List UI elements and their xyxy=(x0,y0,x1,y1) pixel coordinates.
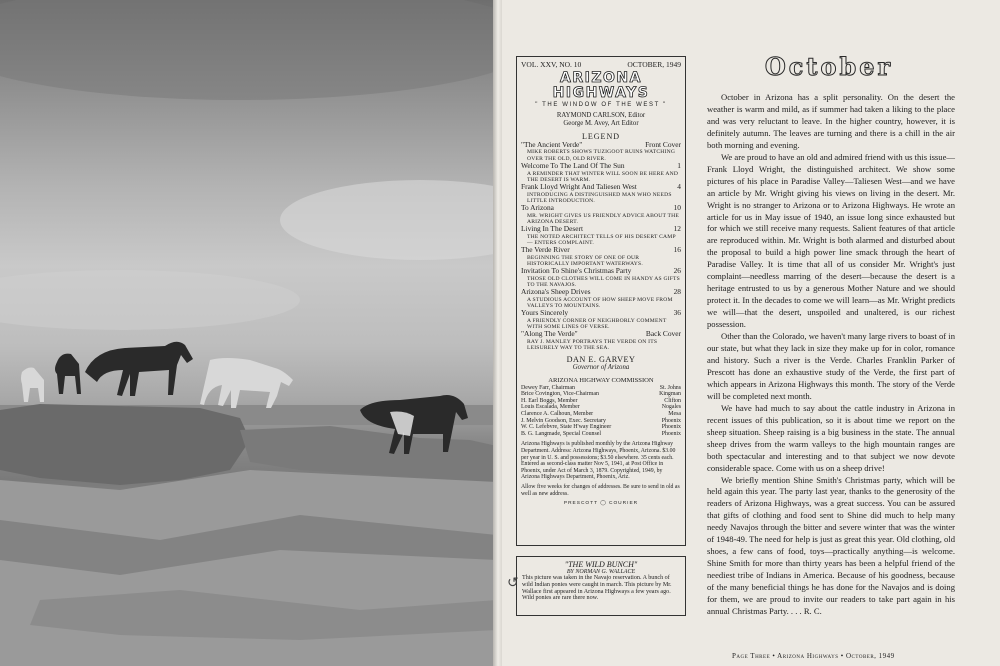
cover-caption-byline: BY NORMAN G. WALLACE xyxy=(566,569,636,575)
article-paragraph: Other than the Colorado, we haven't many large rivers to boast of in our state, but what they lack in size they make up for in color, romance and history. Such a river is the Verde. Charles Franklin Parker of Prescott has done an exhaustive study of the Verde, the first part of which appears in Arizona Highways this month. The story of the Verde will be completed next month. xyxy=(707,331,955,401)
commission-member xyxy=(521,398,681,405)
cover-caption-text: This picture was taken in the Navajo reservation. A bunch of wild Indian ponies were caught in march. This picture by Mr. Wallace first appeared in Arizona Highways a few years ago. Wild ponies are rare there now. xyxy=(522,575,672,602)
printer-credit: PRESCOTT ◯ COURIER xyxy=(563,501,639,507)
toc-entry xyxy=(521,204,681,212)
table-of-contents xyxy=(521,141,681,351)
cover-photograph xyxy=(0,0,497,666)
toc-page: 10 xyxy=(673,203,681,213)
governor-name: DAN E. GARVEY xyxy=(566,355,636,365)
toc-page: Back Cover xyxy=(645,329,681,339)
commission-member xyxy=(521,404,681,411)
page-footer: Page Three • Arizona Highways • October, 1949 xyxy=(732,652,895,660)
commission-list xyxy=(521,385,681,438)
address-note: Allow five weeks for changes of addresses. Be sure to send in old as well as new address. xyxy=(521,483,680,497)
member-name: Louis Escalada, Member xyxy=(521,404,580,411)
toc-page: 16 xyxy=(673,245,681,255)
magazine-title: ARIZONA HIGHWAYS xyxy=(552,70,650,102)
toc-description: BEGINNING THE STORY OF ONE OF OUR HISTORICALLY IMPORTANT WATERWAYS. xyxy=(527,254,643,267)
member-name: Clarence A. Calhoun, Member xyxy=(521,411,594,417)
commission-member xyxy=(521,424,681,431)
toc-title: Invitation To Shine's Christmas Party xyxy=(521,266,632,276)
editors xyxy=(521,112,681,128)
legend-heading: LEGEND xyxy=(582,132,620,142)
member-name: Dewey Farr, Chairman xyxy=(521,384,575,391)
toc-description: A FRIENDLY CORNER OF NEIGHBORLY COMMENT WITH SOME LINES OF VERSE. xyxy=(527,317,667,331)
member-place: Phoenix xyxy=(661,424,681,431)
toc-description: MIKE ROBERTS SHOWS TUZIGOOT RUINS WATCHING OVER THE OLD, OLD RIVER. xyxy=(527,149,676,162)
commission-member xyxy=(521,431,681,438)
toc-title: Living In The Desert xyxy=(521,224,584,234)
member-name: H. Earl Boggs, Member xyxy=(521,397,578,404)
printer-logo-icon: ◯ xyxy=(600,501,607,507)
cover-caption-title: "THE WILD BUNCH" xyxy=(564,560,638,569)
publication-note: Arizona Highways is published monthly by the Arizona Highway Department. Address: Arizona Highways, Phoenix, Arizona. $3.00 per year in U. S. and possessions; $3.50 elsewhere. 35 cents each. Entered as second-class matter Nov 5, 1941, at Post Office in Phoenix, under Act of March 3, 1879. Copyrighted, 1949, by Arizona Highways Department, Phoenix, Ariz. xyxy=(521,441,676,481)
member-place: Nogales xyxy=(661,404,681,411)
magazine-tagline: " THE WINDOW OF THE WEST " xyxy=(535,102,667,109)
toc-title: Welcome To The Land Of The Sun xyxy=(521,161,625,171)
commission-member xyxy=(521,411,681,418)
commission-member xyxy=(521,385,681,392)
commission-heading: ARIZONA HIGHWAY COMMISSION xyxy=(548,376,654,384)
issue-line xyxy=(521,61,681,69)
member-place: St. Johns xyxy=(659,384,681,391)
toc-entry xyxy=(521,225,681,233)
toc-entry xyxy=(521,141,681,149)
member-place: Phoenix xyxy=(661,430,681,437)
pointer-arrow-icon: ↺ xyxy=(507,575,519,591)
article-heading: October xyxy=(764,52,894,81)
toc-page: 36 xyxy=(673,308,681,318)
toc-entry xyxy=(521,267,681,275)
article-body xyxy=(707,92,955,618)
toc-entry xyxy=(521,288,681,296)
cover-caption-box xyxy=(516,556,686,616)
toc-description: MR. WRIGHT GIVES US FRIENDLY ADVICE ABOUT THE ARIZONA DESERT. xyxy=(527,212,680,225)
commission-member xyxy=(521,391,681,398)
toc-entry xyxy=(521,183,681,191)
toc-title: The Verde River xyxy=(521,245,570,255)
toc-title: Arizona's Sheep Drives xyxy=(521,287,591,297)
article-paragraph: We briefly mention Shine Smith's Christmas party, which will be held again this year. The party last year, thanks to the generosity of the readers of Arizona Highways, was a great success. You can be assured that gifts of clothing and food sent to Shine did much to help many needy Navajos through the bitter and severe winter that was the winter of 1948-49. The need for help is just as great this year. Old clothing, old shoes, a few cans of food, toys—practically anything—is welcome. Shine Smith for more than thirty years has been a helpful friend of the neediest tribe of Indians in America. Because of his goodness, because of the many beneficial things he has done for the Navajos and is doing for them, we are proud to invite our readers to take part again in his annual Christmas Party. . . . R. C. xyxy=(707,474,955,616)
toc-title: Frank Lloyd Wright And Taliesen West xyxy=(521,182,637,192)
article-paragraph: October in Arizona has a split personality. On the desert the weather is warm and mild, as if summer had taken a liking to the place and was very reluctant to leave. In the higher country, however, it is definitely autumn. The leaves are turning and there is a chill in the air both morning and evening. xyxy=(707,92,955,150)
member-name: J. Melvin Goodson, Exec. Secretary xyxy=(521,417,606,424)
article-paragraph: We are proud to have an old and admired friend with us this issue—Frank Lloyd Wright, the distinguished architect. We show some pictures of his place in Paradise Valley—Taliesen West—and we have an article by Mr. Wright giving his views on living in the desert. Mr. Wright is no stranger to Arizona or to Arizona Highways. He wrote an article for us in May issue of 1940, an issue long since exhausted but for which we still receive many requests. Salient features of that article are reproduced within. Mr. Wright is both alarmed and disturbed about the proposal to build a high power line smack through the heart of Paradise Valley. It is time that all of us consider Mr. Wright's just complaint—needless marring of the desert—because the desert is a heritage entrusted to us by a generous Mother Nature and we should protect it. In the decades to come we will learn—as Mr. Wright predicts we will—that the desert, unspoiled and unaltered, is our richest possession. xyxy=(707,151,955,330)
member-place: Kingman xyxy=(659,391,681,398)
editor-name: RAYMOND CARLSON, Editor xyxy=(556,112,646,120)
member-place: Mesa xyxy=(668,411,681,417)
toc-page: Front Cover xyxy=(645,140,681,150)
member-name: B. G. Langmade, Special Counsel xyxy=(521,430,601,437)
toc-entry xyxy=(521,246,681,254)
toc-title: Yours Sincerely xyxy=(521,308,569,318)
member-name: Brice Covington, Vice-Chairman xyxy=(521,391,599,398)
toc-page: 12 xyxy=(673,224,681,234)
toc-title: "The Ancient Verde" xyxy=(521,140,583,150)
toc-page: 4 xyxy=(677,182,681,192)
toc-description: THOSE OLD CLOTHES WILL COME IN HANDY AS GIFTS TO THE NAVAJOS. xyxy=(527,275,680,288)
issue-date: OCTOBER, 1949 xyxy=(627,60,681,69)
wild-horses-illustration xyxy=(0,0,497,666)
toc-entry xyxy=(521,162,681,170)
toc-description: INTRODUCING A DISTINGUISHED MAN WHO NEEDS LITTLE INTRODUCTION. xyxy=(527,191,672,204)
toc-page: 26 xyxy=(673,266,681,276)
toc-title: "Along The Verde" xyxy=(521,329,578,339)
toc-page: 1 xyxy=(677,161,681,171)
member-place: Phoenix xyxy=(661,417,681,424)
governor-title: Governor of Arizona xyxy=(572,364,630,372)
toc-entry xyxy=(521,330,681,338)
art-editor-name: George M. Avey, Art Editor xyxy=(563,120,639,128)
toc-description: THE NOTED ARCHITECT TELLS OF HIS DESERT CAMP — ENTERS COMPLAINT. xyxy=(527,233,676,246)
member-place: Clifton xyxy=(664,397,681,404)
toc-description: A REMINDER THAT WINTER WILL SOON BE HERE AND THE DESERT IS WARM. xyxy=(527,170,679,183)
volume-number: VOL. XXV, NO. 10 xyxy=(521,60,582,69)
toc-entry xyxy=(521,309,681,317)
toc-description: RAY J. MANLEY PORTRAYS THE VERDE ON ITS LEISURELY WAY TO THE SEA. xyxy=(527,338,658,352)
article-paragraph: We have had much to say about the cattle industry in Arizona in recent issues of this publication, so it is about time we report on the sheep situation. Sheep raising is a big business in the state. The annual sheep drives from the warm valleys to the high mountain ranges are both spectacular and interesting and to that subject we now devote considerable space. Come with us on a sheep drive! xyxy=(707,402,955,473)
toc-page: 28 xyxy=(673,287,681,297)
member-name: W. C. Lefebvre, State H'way Engineer xyxy=(521,424,612,431)
masthead-box xyxy=(516,56,686,546)
toc-title: To Arizona xyxy=(521,203,554,213)
text-page xyxy=(502,0,1000,666)
toc-description: A STUDIOUS ACCOUNT OF HOW SHEEP MOVE FROM VALLEYS TO MOUNTAINS. xyxy=(527,296,673,309)
